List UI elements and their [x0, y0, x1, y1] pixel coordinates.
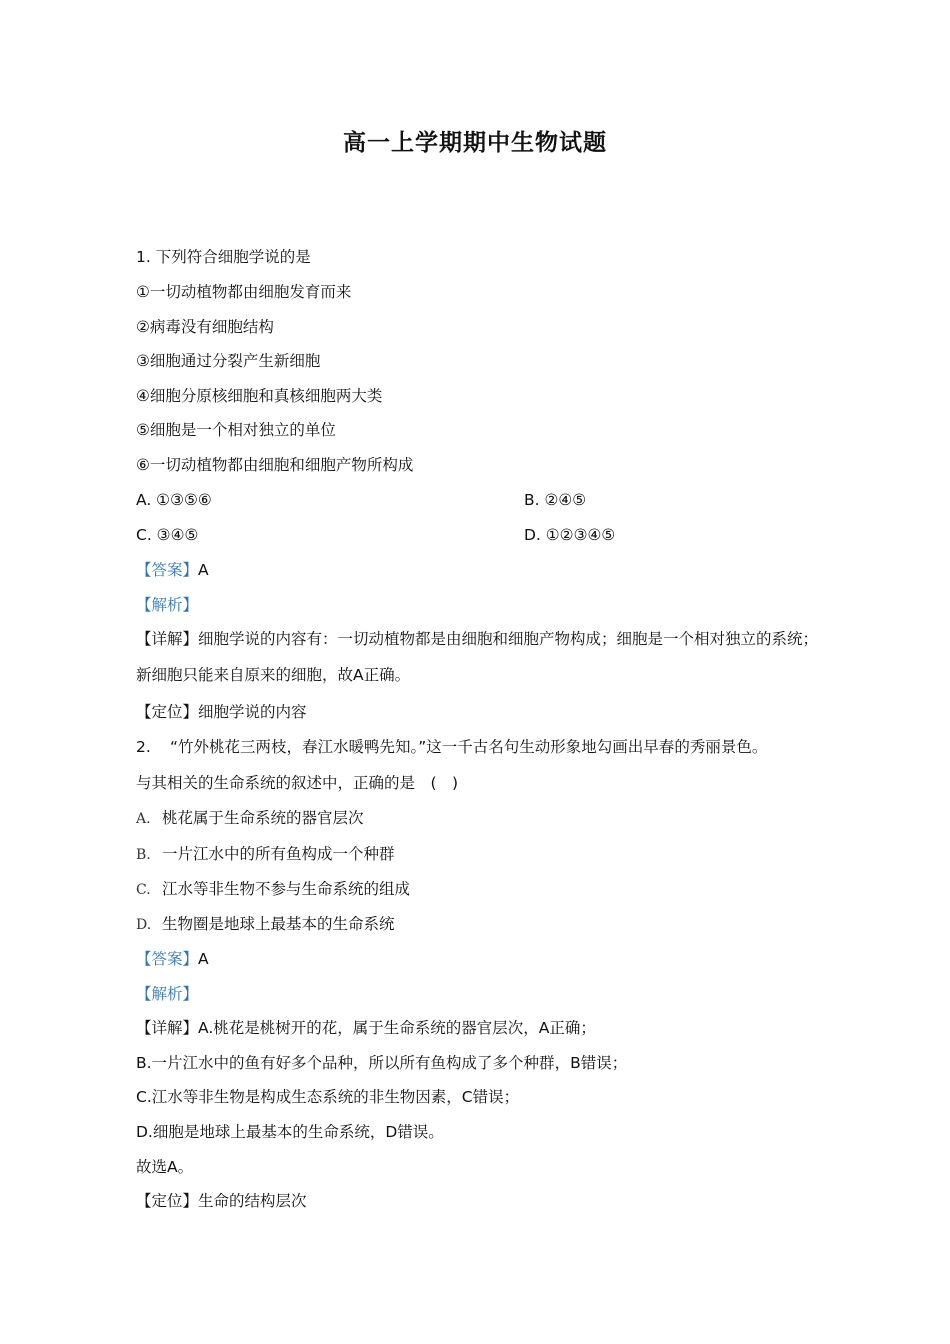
q2-detail-line: D.细胞是地球上最基本的生命系统，D错误。: [136, 1123, 444, 1141]
q2-detail-line: 故选A。: [136, 1158, 194, 1176]
q2-location: 【定位】生命的结构层次: [136, 1192, 307, 1210]
q1-stem: 1. 下列符合细胞学说的是: [136, 248, 311, 266]
q2-answer: [136, 948, 209, 970]
q2-option: [136, 843, 395, 866]
option-text: 一片江水中的所有鱼构成一个种群: [162, 845, 395, 863]
page-title: 高一上学期期中生物试题: [343, 130, 607, 156]
option-text: 桃花属于生命系统的器官层次: [162, 809, 364, 827]
q1-statement: ①一切动植物都由细胞发育而来: [136, 283, 352, 301]
q2-option: [136, 807, 364, 830]
option-letter: A.: [136, 811, 151, 827]
option-text: 生物圈是地球上最基本的生命系统: [162, 915, 395, 933]
q1-statement: ②病毒没有细胞结构: [136, 318, 274, 336]
q2-stem: [136, 736, 767, 758]
q1-option-c: C. ③④⑤: [136, 526, 199, 544]
q2-detail-line: B.一片江水中的鱼有好多个品种，所以所有鱼构成了多个种群，B错误；: [136, 1054, 628, 1072]
q2-analysis-label: 【解析】: [136, 985, 199, 1003]
answer-label: 【答案】: [136, 950, 199, 968]
q2-stem-text: “竹外桃花三两枝，春江水暖鸭先知。”这一千古名句生动形象地勾画出早春的秀丽景色。: [170, 738, 768, 756]
q1-option-a: A. ①③⑤⑥: [136, 491, 212, 509]
q1-answer: [136, 559, 209, 581]
q2-option: [136, 913, 395, 936]
answer-value: A: [198, 561, 209, 579]
q2-detail-line: 【详解】A.桃花是桃树开的花，属于生命系统的器官层次，A正确；: [136, 1019, 596, 1037]
q1-detail: 【详解】细胞学说的内容有：一切动植物都是由细胞和细胞产物构成；细胞是一个相对独立的系统；新细胞只能来自原来的细胞，故A正确。: [136, 630, 819, 684]
q1-statement: ④细胞分原核细胞和真核细胞两大类: [136, 387, 383, 405]
q2-stem-line2: 与其相关的生命系统的叙述中，正确的是 ( ): [136, 774, 459, 792]
option-letter: C.: [136, 882, 151, 898]
q1-option-d: D. ①②③④⑤: [524, 526, 616, 544]
q1-location: 【定位】细胞学说的内容: [136, 703, 307, 721]
q1-statement: ③细胞通过分裂产生新细胞: [136, 352, 321, 370]
answer-value: A: [198, 950, 209, 968]
q1-option-b: B. ②④⑤: [524, 491, 587, 509]
q1-analysis-label: 【解析】: [136, 596, 199, 614]
q2-detail-line: C.江水等非生物是构成生态系统的非生物因素，C错误；: [136, 1088, 520, 1106]
option-letter: B.: [136, 847, 151, 863]
answer-label: 【答案】: [136, 561, 199, 579]
q1-statement: ⑥一切动植物都由细胞和细胞产物所构成: [136, 456, 414, 474]
q2-option: [136, 878, 410, 901]
option-letter: D.: [136, 917, 152, 933]
q2-number: 2.: [136, 738, 151, 756]
option-text: 江水等非生物不参与生命系统的组成: [162, 880, 411, 898]
q1-statement: ⑤细胞是一个相对独立的单位: [136, 421, 336, 439]
